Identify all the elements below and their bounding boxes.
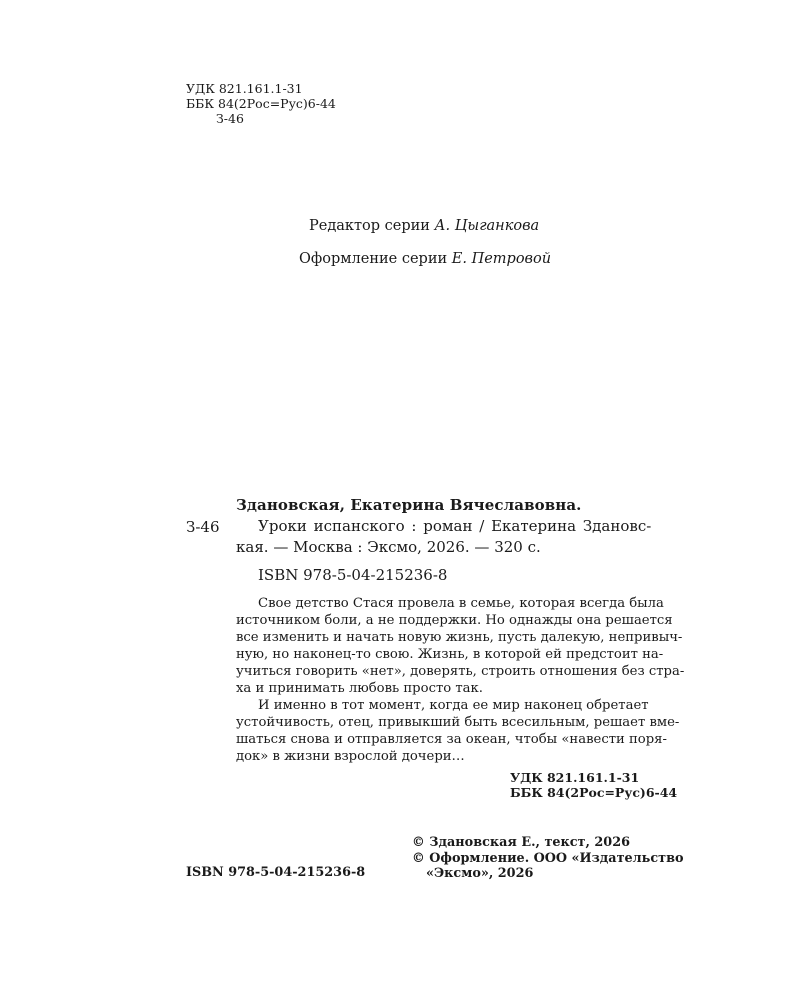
bbk-code: ББК 84(2Рос=Рус)6-44: [186, 96, 336, 111]
series-design-label: Оформление серии: [299, 251, 448, 267]
copyright-design-1: © Оформление. ООО «Издательство: [412, 851, 684, 866]
entry-isbn: ISBN 978-5-04-215236-8: [258, 566, 448, 584]
udk-code-bottom: УДК 821.161.1-31: [510, 770, 640, 785]
entry-line-1: Уроки испанского : роман / Екатерина Здановс-: [258, 517, 652, 535]
series-editor-label: Редактор серии: [309, 218, 430, 234]
annotation-paragraph-1: [236, 595, 685, 697]
annotation-p1-line: учиться говорить «нет», доверять, строить отношения без стра-: [236, 664, 685, 679]
annotation-paragraph-2: [236, 697, 680, 765]
annotation-p2-line: док» в жизни взрослой дочери…: [236, 749, 465, 764]
udk-code: УДК 821.161.1-31: [186, 81, 303, 96]
annotation-p1-line: все изменить и начать новую жизнь, пусть далекую, непривыч-: [236, 630, 683, 645]
annotation: [236, 595, 685, 765]
bbk-code-bottom: ББК 84(2Рос=Рус)6-44: [510, 785, 678, 800]
cutter-code-top: З-46: [216, 111, 244, 126]
copyright-text: © Здановская Е., текст, 2026: [412, 835, 631, 850]
annotation-p2-line: устойчивость, отец, привыкший быть всесильным, решает вме-: [236, 715, 680, 730]
annotation-p2-line: И именно в тот момент, когда ее мир наконец обретает: [258, 698, 649, 713]
annotation-p1-line: Свое детство Стася провела в семье, которая всегда была: [258, 596, 664, 611]
cutter-code: З-46: [186, 518, 220, 536]
series-design-name: Е. Петровой: [451, 251, 552, 267]
series-editor: [309, 217, 539, 235]
footer-isbn: ISBN 978-5-04-215236-8: [186, 865, 366, 880]
author-heading: Здановская, Екатерина Вячеславовна.: [236, 496, 582, 514]
annotation-p2-line: шаться снова и отправляется за океан, чтобы «навести поря-: [236, 732, 667, 747]
annotation-p1-line: ха и принимать любовь просто так.: [236, 681, 483, 696]
annotation-p1-line: источником боли, а не поддержки. Но однажды она решается: [236, 613, 673, 628]
series-editor-name: А. Цыганкова: [434, 218, 540, 234]
series-design: [299, 250, 551, 268]
annotation-p1-line: ную, но наконец-то свою. Жизнь, в которой ей предстоит на-: [236, 647, 664, 662]
entry-line-2: кая. — Москва : Эксмо, 2026. — 320 с.: [236, 538, 541, 556]
copyright-design-2: «Эксмо», 2026: [426, 866, 534, 881]
